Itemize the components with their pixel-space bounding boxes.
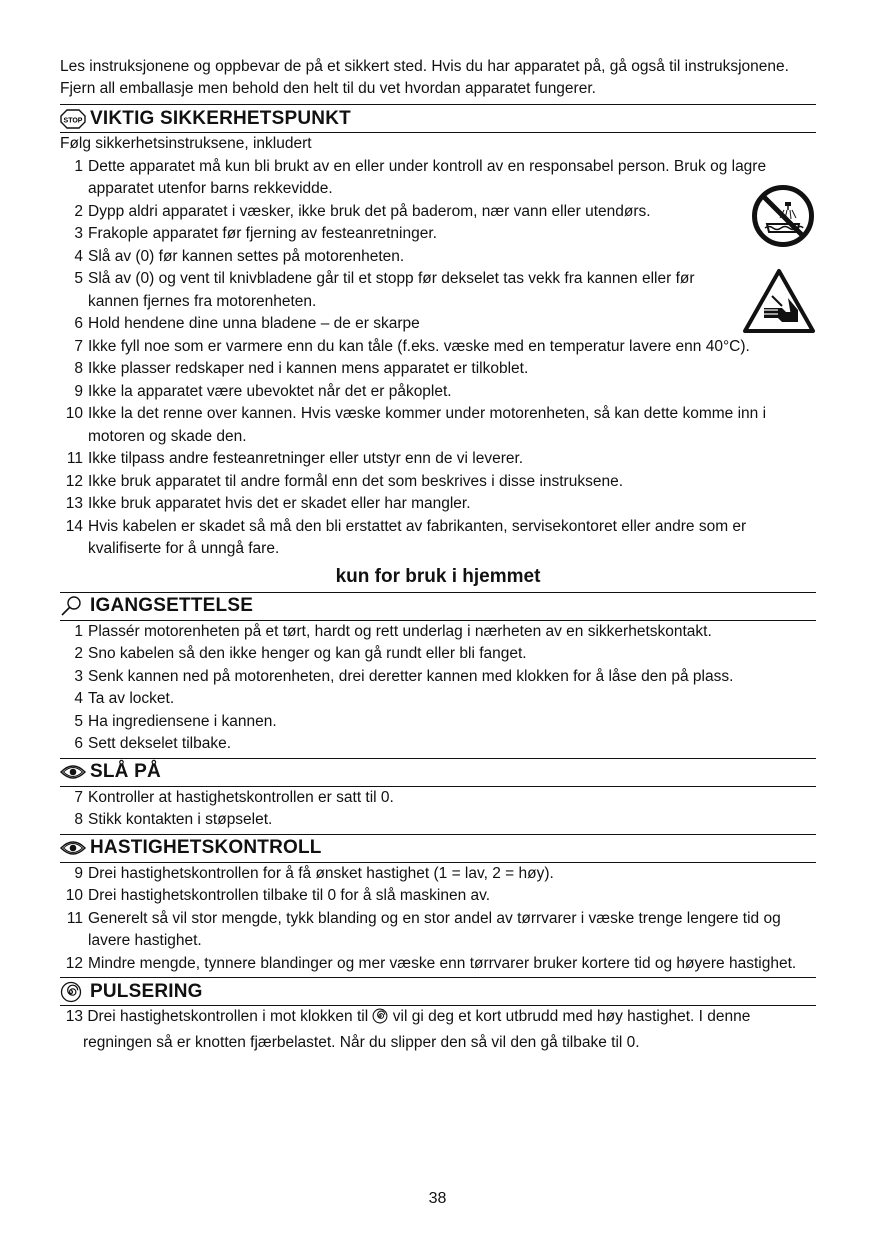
household-note: kun for bruk i hjemmet: [335, 565, 541, 587]
sharp-blade-warning-icon: [742, 268, 816, 339]
item-number: 9: [74, 382, 83, 400]
item-number: 3: [74, 667, 83, 685]
switch-on-header: [60, 758, 816, 787]
list-item: [60, 336, 816, 359]
item-number: 7: [74, 788, 83, 806]
safety-subtitle: Følg sikkerhetsinstruksene, inkludert: [60, 135, 312, 152]
item-text: Dette apparatet må kun bli brukt av en eller under kontroll av en responsabel person. Bruk og lagre apparatet utenfor barns rekkevidde.: [88, 157, 767, 197]
item-text: Hold hendene dine unna bladene – de er skarpe: [88, 315, 420, 332]
list-item: [60, 809, 816, 832]
pulse-text-after: vil gi deg et kort utbrudd med høy hastighet. I denne regningen så er knotten fjærbelastet. Når du slipper den så vil den gå tilbake til 0.: [83, 1008, 751, 1051]
item-number: 1: [74, 157, 83, 175]
list-item: [60, 516, 816, 561]
switch-on-list: [60, 787, 816, 832]
item-number: 6: [74, 735, 83, 752]
list-item: [60, 201, 816, 224]
item-number: 1: [74, 622, 83, 640]
list-item: [60, 953, 816, 976]
item-number: 8: [74, 360, 83, 377]
list-item: [60, 358, 816, 381]
list-item: [60, 711, 816, 734]
item-text: Ikke la apparatet være ubevoktet når det er påkoplet.: [88, 382, 452, 400]
item-number: 7: [74, 337, 83, 355]
safety-list: [60, 156, 816, 561]
speed-list: [60, 863, 816, 976]
list-item: [60, 448, 816, 471]
pulse-text-before: Drei hastighetskontrollen i mot klokken til: [87, 1008, 369, 1025]
item-number: 3: [74, 225, 83, 242]
item-text: Senk kannen ned på motorenheten, drei deretter kannen med klokken for å låse den på plass.: [88, 667, 734, 685]
pulse-title: PULSERING: [90, 980, 203, 1002]
item-text: Slå av (0) før kannen settes på motorenheten.: [88, 247, 405, 265]
list-item: [60, 403, 816, 448]
list-item: [60, 156, 816, 201]
list-item: [60, 223, 816, 246]
item-number: 8: [74, 811, 83, 828]
list-item: [60, 313, 816, 336]
magnifier-icon: [60, 595, 90, 617]
item-number: 4: [74, 247, 83, 265]
list-item: [60, 733, 816, 756]
item-number: 10: [65, 887, 83, 904]
item-number: 2: [74, 645, 83, 662]
pulse-header: [60, 977, 816, 1006]
start-title: IGANGSETTELSE: [90, 595, 254, 616]
switch-on-title: SLÅ PÅ: [90, 761, 161, 782]
intro-text: Les instruksjonene og oppbevar de på et sikkert sted. Hvis du har apparatet på, gå også til instruksjonene. Fjern all emballasje men behold den helt til du vet hvordan apparatet fungerer.: [60, 58, 789, 97]
no-water-icon: [751, 184, 815, 253]
item-number: 6: [74, 315, 83, 332]
list-item: [60, 381, 816, 404]
list-item: [60, 787, 816, 810]
list-item: [60, 621, 816, 644]
item-number: 5: [74, 712, 83, 730]
item-text: Slå av (0) og vent til knivbladene går til et stopp før dekselet tas vekk fra kannen eller før kannen fjernes fra motorenheten.: [88, 270, 695, 310]
item-text: Stikk kontakten i støpselet.: [88, 811, 273, 828]
item-number: 5: [74, 270, 83, 287]
item-text: Drei hastighetskontrollen tilbake til 0 for å slå maskinen av.: [88, 887, 491, 904]
item-text: Ikke fyll noe som er varmere enn du kan tåle (f.eks. væske med en temperatur lavere enn 40°C).: [88, 337, 750, 355]
stop-icon-text: STOP: [63, 116, 83, 124]
list-item: [60, 908, 816, 953]
item-text: Ikke bruk apparatet hvis det er skadet eller har mangler.: [88, 495, 471, 512]
pulse-list: [60, 1006, 816, 1054]
item-text: Drei hastighetskontrollen for å få ønsket hastighet (1 = lav, 2 = høy).: [88, 864, 554, 882]
item-number: 11: [66, 450, 83, 467]
start-header: [60, 592, 816, 621]
item-number: 10: [65, 405, 83, 422]
list-item: [60, 643, 816, 666]
list-item: [60, 885, 816, 908]
start-list: [60, 621, 816, 756]
safety-title: VIKTIG SIKKERHETSPUNKT: [90, 107, 351, 129]
item-text: Kontroller at hastighetskontrollen er satt til 0.: [88, 788, 394, 806]
eye-icon: [60, 840, 90, 856]
list-item: [60, 688, 816, 711]
item-text: Sno kabelen så den ikke henger og kan gå rundt eller bli fanget.: [88, 645, 527, 662]
pulse-inline-icon: [372, 1008, 388, 1032]
list-item: [60, 863, 816, 886]
safety-header: [60, 104, 816, 133]
list-item: [60, 471, 816, 494]
item-text: Hvis kabelen er skadet så må den bli erstattet av fabrikanten, servisekontoret eller andre som er kvalifiserte for å unngå fare.: [88, 517, 747, 557]
list-item: [60, 666, 816, 689]
stop-icon: [60, 109, 90, 129]
item-number: 12: [65, 954, 83, 972]
item-text: Generelt så vil stor mengde, tykk blanding og en stor andel av tørrvarer i væske trenge lengere tid og lavere hastighet.: [88, 909, 781, 949]
item-number: 14: [65, 517, 83, 535]
item-number: 13: [65, 1008, 83, 1025]
page-number: 38: [428, 1190, 447, 1207]
item-text: Mindre mengde, tynnere blandinger og mer væske enn tørrvarer bruker kortere tid og høyere hastighet.: [88, 954, 797, 972]
speed-header: [60, 834, 816, 863]
item-text: Ikke la det renne over kannen. Hvis væske kommer under motorenheten, så kan dette komme inn i motoren og skade den.: [88, 405, 767, 445]
item-text: Frakople apparatet før fjerning av festeanretninger.: [88, 225, 437, 242]
item-number: 13: [65, 495, 83, 512]
item-text: Plassér motorenheten på et tørt, hardt og rett underlag i nærheten av en sikkerhetskontakt.: [88, 622, 712, 640]
item-number: 12: [65, 472, 83, 490]
speed-title: HASTIGHETSKONTROLL: [90, 837, 322, 858]
item-number: 4: [74, 690, 83, 707]
item-text: Sett dekselet tilbake.: [88, 735, 232, 752]
item-number: 2: [74, 202, 83, 220]
item-text: Ikke tilpass andre festeanretninger eller utstyr enn de vi leverer.: [88, 450, 524, 467]
item-number: 9: [74, 864, 83, 882]
list-item: [60, 246, 816, 269]
pulse-icon: [60, 981, 90, 1003]
item-number: 11: [66, 909, 83, 927]
eye-icon: [60, 764, 90, 780]
item-text: Ikke bruk apparatet til andre formål enn det som beskrives i disse instruksene.: [88, 472, 624, 490]
list-item: [60, 493, 816, 516]
manual-page: [60, 56, 816, 1054]
item-text: Ta av locket.: [88, 690, 175, 707]
item-text: Ikke plasser redskaper ned i kannen mens apparatet er tilkoblet.: [88, 360, 529, 377]
item-text: Dypp aldri apparatet i væsker, ikke bruk det på baderom, nær vann eller utendørs.: [88, 202, 651, 220]
item-text: Ha ingrediensene i kannen.: [88, 712, 277, 730]
list-item: [60, 1006, 816, 1054]
list-item: [60, 268, 816, 313]
